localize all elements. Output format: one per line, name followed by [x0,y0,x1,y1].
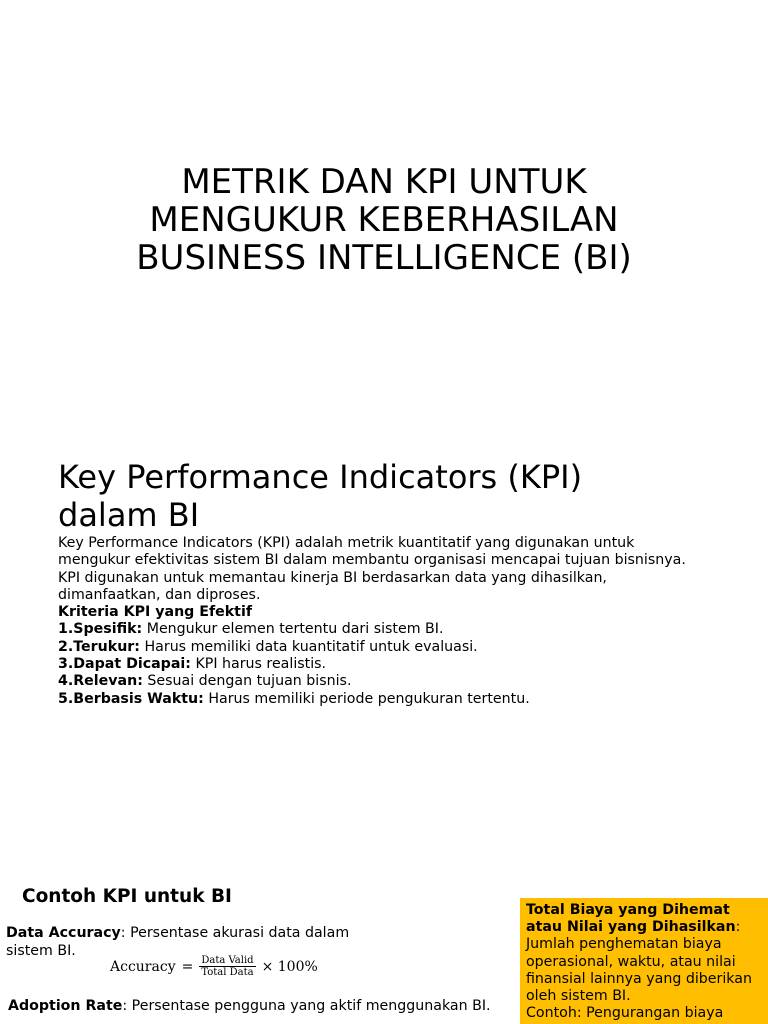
formula-equals: = [181,958,194,975]
criteria-item [58,639,738,656]
intro-line: Key Performance Indicators (KPI) adalah metrik kuantitatif yang digunakan untuk [58,535,635,551]
callout-separator: : [735,919,741,936]
examples-heading: Contoh KPI untuk BI [22,886,232,907]
callout-body: Jumlah penghematan biaya operasional, waktu, atau nilai finansial lainnya yang diberikan oleh sistem BI. [526,936,752,1005]
formula-fraction [199,955,255,978]
kpi-heading-line: Key Performance Indicators (KPI) [58,458,583,496]
formula-numerator: Data Valid [201,955,254,966]
criteria-item [58,691,738,708]
intro-line: KPI digunakan untuk memantau kinerja BI berdasarkan data yang dihasilkan, [58,569,607,586]
criteria-item [58,621,738,638]
cost-savings-callout [520,898,768,1024]
callout-example: Contoh: Pengurangan biaya [526,1005,724,1022]
callout-label: Total Biaya yang Dihemat atau Nilai yang Dihasilkan [526,902,736,936]
accuracy-formula [110,955,318,978]
slide-title [60,163,708,277]
intro-line: dimanfaatkan, dan diproses. [58,586,261,603]
criteria-item [58,673,738,690]
criteria-text: Sesuai dengan tujuan bisnis. [142,673,352,690]
criteria-label: 4.Relevan: [58,673,143,690]
criteria-item [58,656,738,673]
slide-title-line: METRIK DAN KPI UNTUK [181,162,587,202]
criteria-text: Harus memiliki periode pengukuran tertentu. [203,690,530,707]
criteria-heading: Kriteria KPI yang Efektif [58,604,252,621]
data-accuracy-label: Data Accuracy [6,925,121,941]
criteria-label: 3.Dapat Dicapai: [58,656,191,673]
criteria-label: 2.Terukur: [58,638,140,655]
criteria-text: Mengukur elemen tertentu dari sistem BI. [142,621,444,638]
adoption-rate-item [8,997,508,1015]
formula-denominator: Total Data [201,967,254,978]
data-accuracy-text: : Persentase akurasi data dalam sistem BI. [6,925,350,959]
criteria-text: KPI harus realistis. [190,656,327,673]
adoption-rate-label: Adoption Rate [8,998,123,1014]
criteria-label: 5.Berbasis Waktu: [58,690,204,707]
intro-line: mengukur efektivitas sistem BI dalam membantu organisasi mencapai tujuan bisnisnya. [58,552,686,569]
kpi-section-heading [58,458,738,534]
formula-rhs: × 100% [261,958,318,975]
criteria-text: Harus memiliki data kuantitatif untuk evaluasi. [139,638,478,655]
formula-lhs: Accuracy [110,958,176,975]
criteria-label: 1.Spesifik: [58,621,143,638]
kpi-heading-line: dalam BI [58,496,200,534]
kpi-section-body [58,535,738,708]
adoption-rate-text: : Persentase pengguna yang aktif menggunakan BI. [122,998,491,1014]
slide-title-line: MENGUKUR KEBERHASILAN [149,200,619,240]
slide-title-line: BUSINESS INTELLIGENCE (BI) [136,238,632,278]
